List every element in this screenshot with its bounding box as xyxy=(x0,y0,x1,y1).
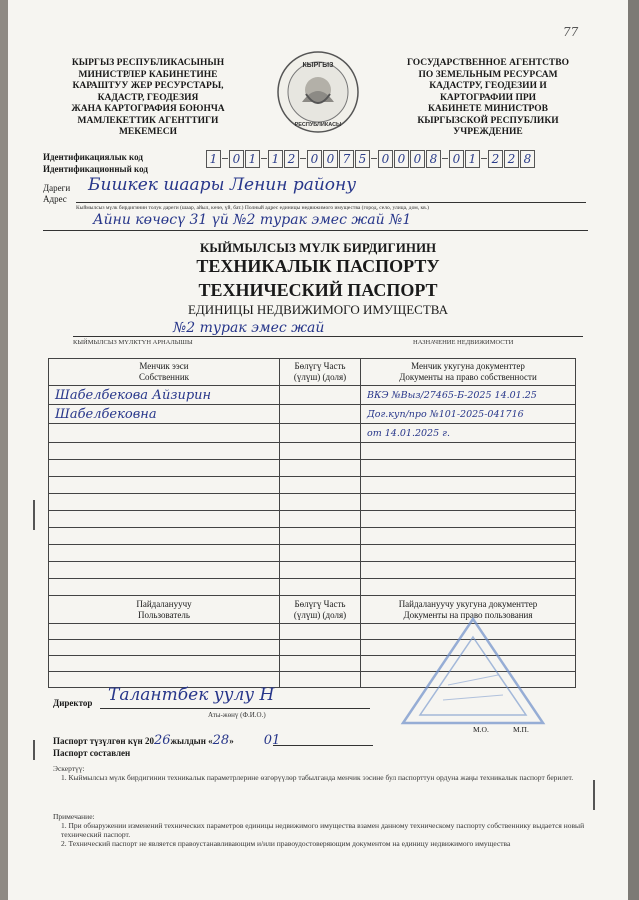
table-row xyxy=(49,528,576,545)
date-year: 26 xyxy=(153,733,171,748)
address-label-ru: Адрес xyxy=(43,194,67,204)
user-header: Пайдалануучу Пользователь xyxy=(49,596,280,624)
emblem-top-text: КЫРГЫЗ xyxy=(302,62,334,69)
empty-cell xyxy=(280,494,361,511)
table-row xyxy=(49,579,576,596)
owner-cell xyxy=(49,424,280,443)
empty-cell xyxy=(49,460,280,477)
address-line-1: Бишкек шаары Ленин району xyxy=(88,175,357,195)
empty-cell xyxy=(280,562,361,579)
owner-cell: Шабелбекова Айзирин xyxy=(49,386,280,405)
empty-cell xyxy=(361,477,576,494)
empty-cell xyxy=(49,511,280,528)
document-page xyxy=(8,0,628,900)
empty-cell xyxy=(280,460,361,477)
empty-cell xyxy=(280,672,361,688)
date-label-ru: Паспорт составлен xyxy=(53,748,131,758)
user-share-header: Бөлүгү Часть (үлүш) (доля) xyxy=(280,596,361,624)
purpose-label-ky: КЫЙМЫЛСЫЗ МҮЛКТҮН АРНАЛЫШЫ xyxy=(73,339,193,346)
empty-cell xyxy=(49,562,280,579)
table-row xyxy=(49,386,576,405)
empty-cell xyxy=(280,579,361,596)
empty-cell xyxy=(49,656,280,672)
empty-cell xyxy=(280,443,361,460)
title-ky-2: ТЕХНИКАЛЫК ПАСПОРТУ xyxy=(196,256,440,276)
id-label-ky: Идентификациялык код xyxy=(43,152,143,162)
empty-cell xyxy=(280,477,361,494)
purpose-label-ru: НАЗНАЧЕНИЕ НЕДВИЖИМОСТИ xyxy=(413,339,514,346)
empty-cell xyxy=(49,443,280,460)
table-row xyxy=(49,545,576,562)
empty-cell xyxy=(361,443,576,460)
table-row xyxy=(49,424,576,443)
empty-cell xyxy=(361,528,576,545)
table-row xyxy=(49,494,576,511)
empty-cell xyxy=(280,640,361,656)
state-emblem xyxy=(276,50,360,134)
ownership-docs-header: Менчик укугуна документтер Документы на право собственности xyxy=(361,359,576,386)
owner-cell: Шабелбековна xyxy=(49,405,280,424)
date-line: Паспорт түзүлгөн күн 2026жылдын «28» 01 xyxy=(53,733,281,748)
address-hint: Кыймылсыз мүлк бирдигинин толук дареги (шаар, айыл, көчө, үй, бат.) Полный адрес единицы недвижимого имущества (город, село, улица, дом, кв.) xyxy=(76,205,429,211)
emblem-bottom-text: РЕСПУБЛИКАСЫ xyxy=(294,122,342,128)
official-stamp xyxy=(398,615,548,730)
mo-label: М.О. xyxy=(473,725,489,734)
usage-docs-header: Пайдалануучу укугуна документтер Документы на право пользования xyxy=(361,596,576,624)
director-hint: Аты-жөнү (Ф.И.О.) xyxy=(208,711,266,719)
empty-cell xyxy=(361,460,576,477)
owners-table xyxy=(48,358,576,596)
title-ru-1: ТЕХНИЧЕСКИЙ ПАСПОРТ xyxy=(198,280,438,300)
empty-cell xyxy=(49,545,280,562)
share-cell xyxy=(280,424,361,443)
empty-cell xyxy=(280,656,361,672)
date-month: 01 xyxy=(263,733,281,748)
mp-label: М.П. xyxy=(513,725,529,734)
empty-cell xyxy=(361,562,576,579)
table-row xyxy=(49,562,576,579)
empty-cell xyxy=(361,494,576,511)
header-left: КЫРГЫЗ РЕСПУБЛИКАСЫНЫН МИНИСТРЛЕР КАБИНЕТИНЕ КАРАШТУУ ЖЕР РЕСУРСТАРЫ, КАДАСТР, ГЕОДЕЗИЯ ЖАНА КАРТОГРАФИЯ БОЮНЧА МАМЛЕКЕТТИК АГЕНТТИГИ МЕКЕМЕСИ xyxy=(71,58,225,137)
document-cell: Дог.куп/про №101-2025-041716 xyxy=(361,405,576,424)
page-number: 77 xyxy=(563,25,579,39)
empty-cell xyxy=(361,545,576,562)
empty-cell xyxy=(280,624,361,640)
empty-cell xyxy=(49,579,280,596)
purpose-value: №2 турак эмес жай xyxy=(173,320,325,336)
header-right: ГОСУДАРСТВЕННОЕ АГЕНТСТВО ПО ЗЕМЕЛЬНЫМ РЕСУРСАМ КАДАСТРУ, ГЕОДЕЗИИ И КАРТОГРАФИИ ПРИ КАБИНЕТЕ МИНИСТРОВ КЫРГЫЗСКОЙ РЕСПУБЛИКИ УЧРЕЖДЕНИЕ xyxy=(406,58,569,137)
document-cell: от 14.01.2025 г. xyxy=(361,424,576,443)
title-ru-2: ЕДИНИЦЫ НЕДВИЖИМОГО ИМУЩЕСТВА xyxy=(187,302,449,317)
empty-cell xyxy=(280,528,361,545)
director-label: Директор xyxy=(53,698,93,708)
title-ky-1: КЫЙМЫЛСЫЗ МҮЛК БИРДИГИНИН xyxy=(199,240,437,255)
share-cell xyxy=(280,386,361,405)
table-row xyxy=(49,443,576,460)
empty-cell xyxy=(361,511,576,528)
id-label-ru: Идентификационный код xyxy=(43,164,148,174)
empty-cell xyxy=(49,640,280,656)
empty-cell xyxy=(49,494,280,511)
empty-cell xyxy=(49,624,280,640)
owner-header: Менчик ээси Собственник xyxy=(49,359,280,386)
address-label-ky: Дареги xyxy=(43,183,71,193)
table-row xyxy=(49,477,576,494)
share-header: Бөлүгү Часть (үлүш) (доля) xyxy=(280,359,361,386)
notes-ru: Примечание: 1. При обнаружении изменений технических параметров единицы недвижимого имущества взамен данному техническому паспорту собственнику выдается новый технический паспорт. 2. Технический паспорт не является правоустанавливающим и/или правоудостоверяющим документом на единицу недвижимого имущества xyxy=(53,812,585,848)
table-row xyxy=(49,460,576,477)
director-signature: Талантбек уулу Н xyxy=(108,685,275,705)
empty-cell xyxy=(280,511,361,528)
empty-cell xyxy=(49,528,280,545)
date-day: 28 xyxy=(212,733,230,748)
empty-cell xyxy=(280,545,361,562)
share-cell xyxy=(280,405,361,424)
document-cell: ВКЭ №Выз/27465-Б-2025 14.01.25 xyxy=(361,386,576,405)
notes-ky: Эскертүү: 1. Кыймылсыз мүлк бирдигинин техникалык параметрлерине өзгөрүүлөр табылганда менчик ээсине бул паспорттун ордуна жаңы техникалык паспорт берилет. xyxy=(53,764,574,782)
empty-cell xyxy=(361,579,576,596)
id-code: 1 0 1 1 2 0 0 7 5 0 0 0 8 0 1 2 2 8 xyxy=(206,150,536,168)
address-line-2: Айни көчөсү 31 үй №2 турак эмес жай №1 xyxy=(93,212,412,228)
table-row xyxy=(49,405,576,424)
empty-cell xyxy=(49,477,280,494)
page-left-edge xyxy=(0,0,8,900)
page-right-edge xyxy=(628,0,639,900)
table-row xyxy=(49,511,576,528)
